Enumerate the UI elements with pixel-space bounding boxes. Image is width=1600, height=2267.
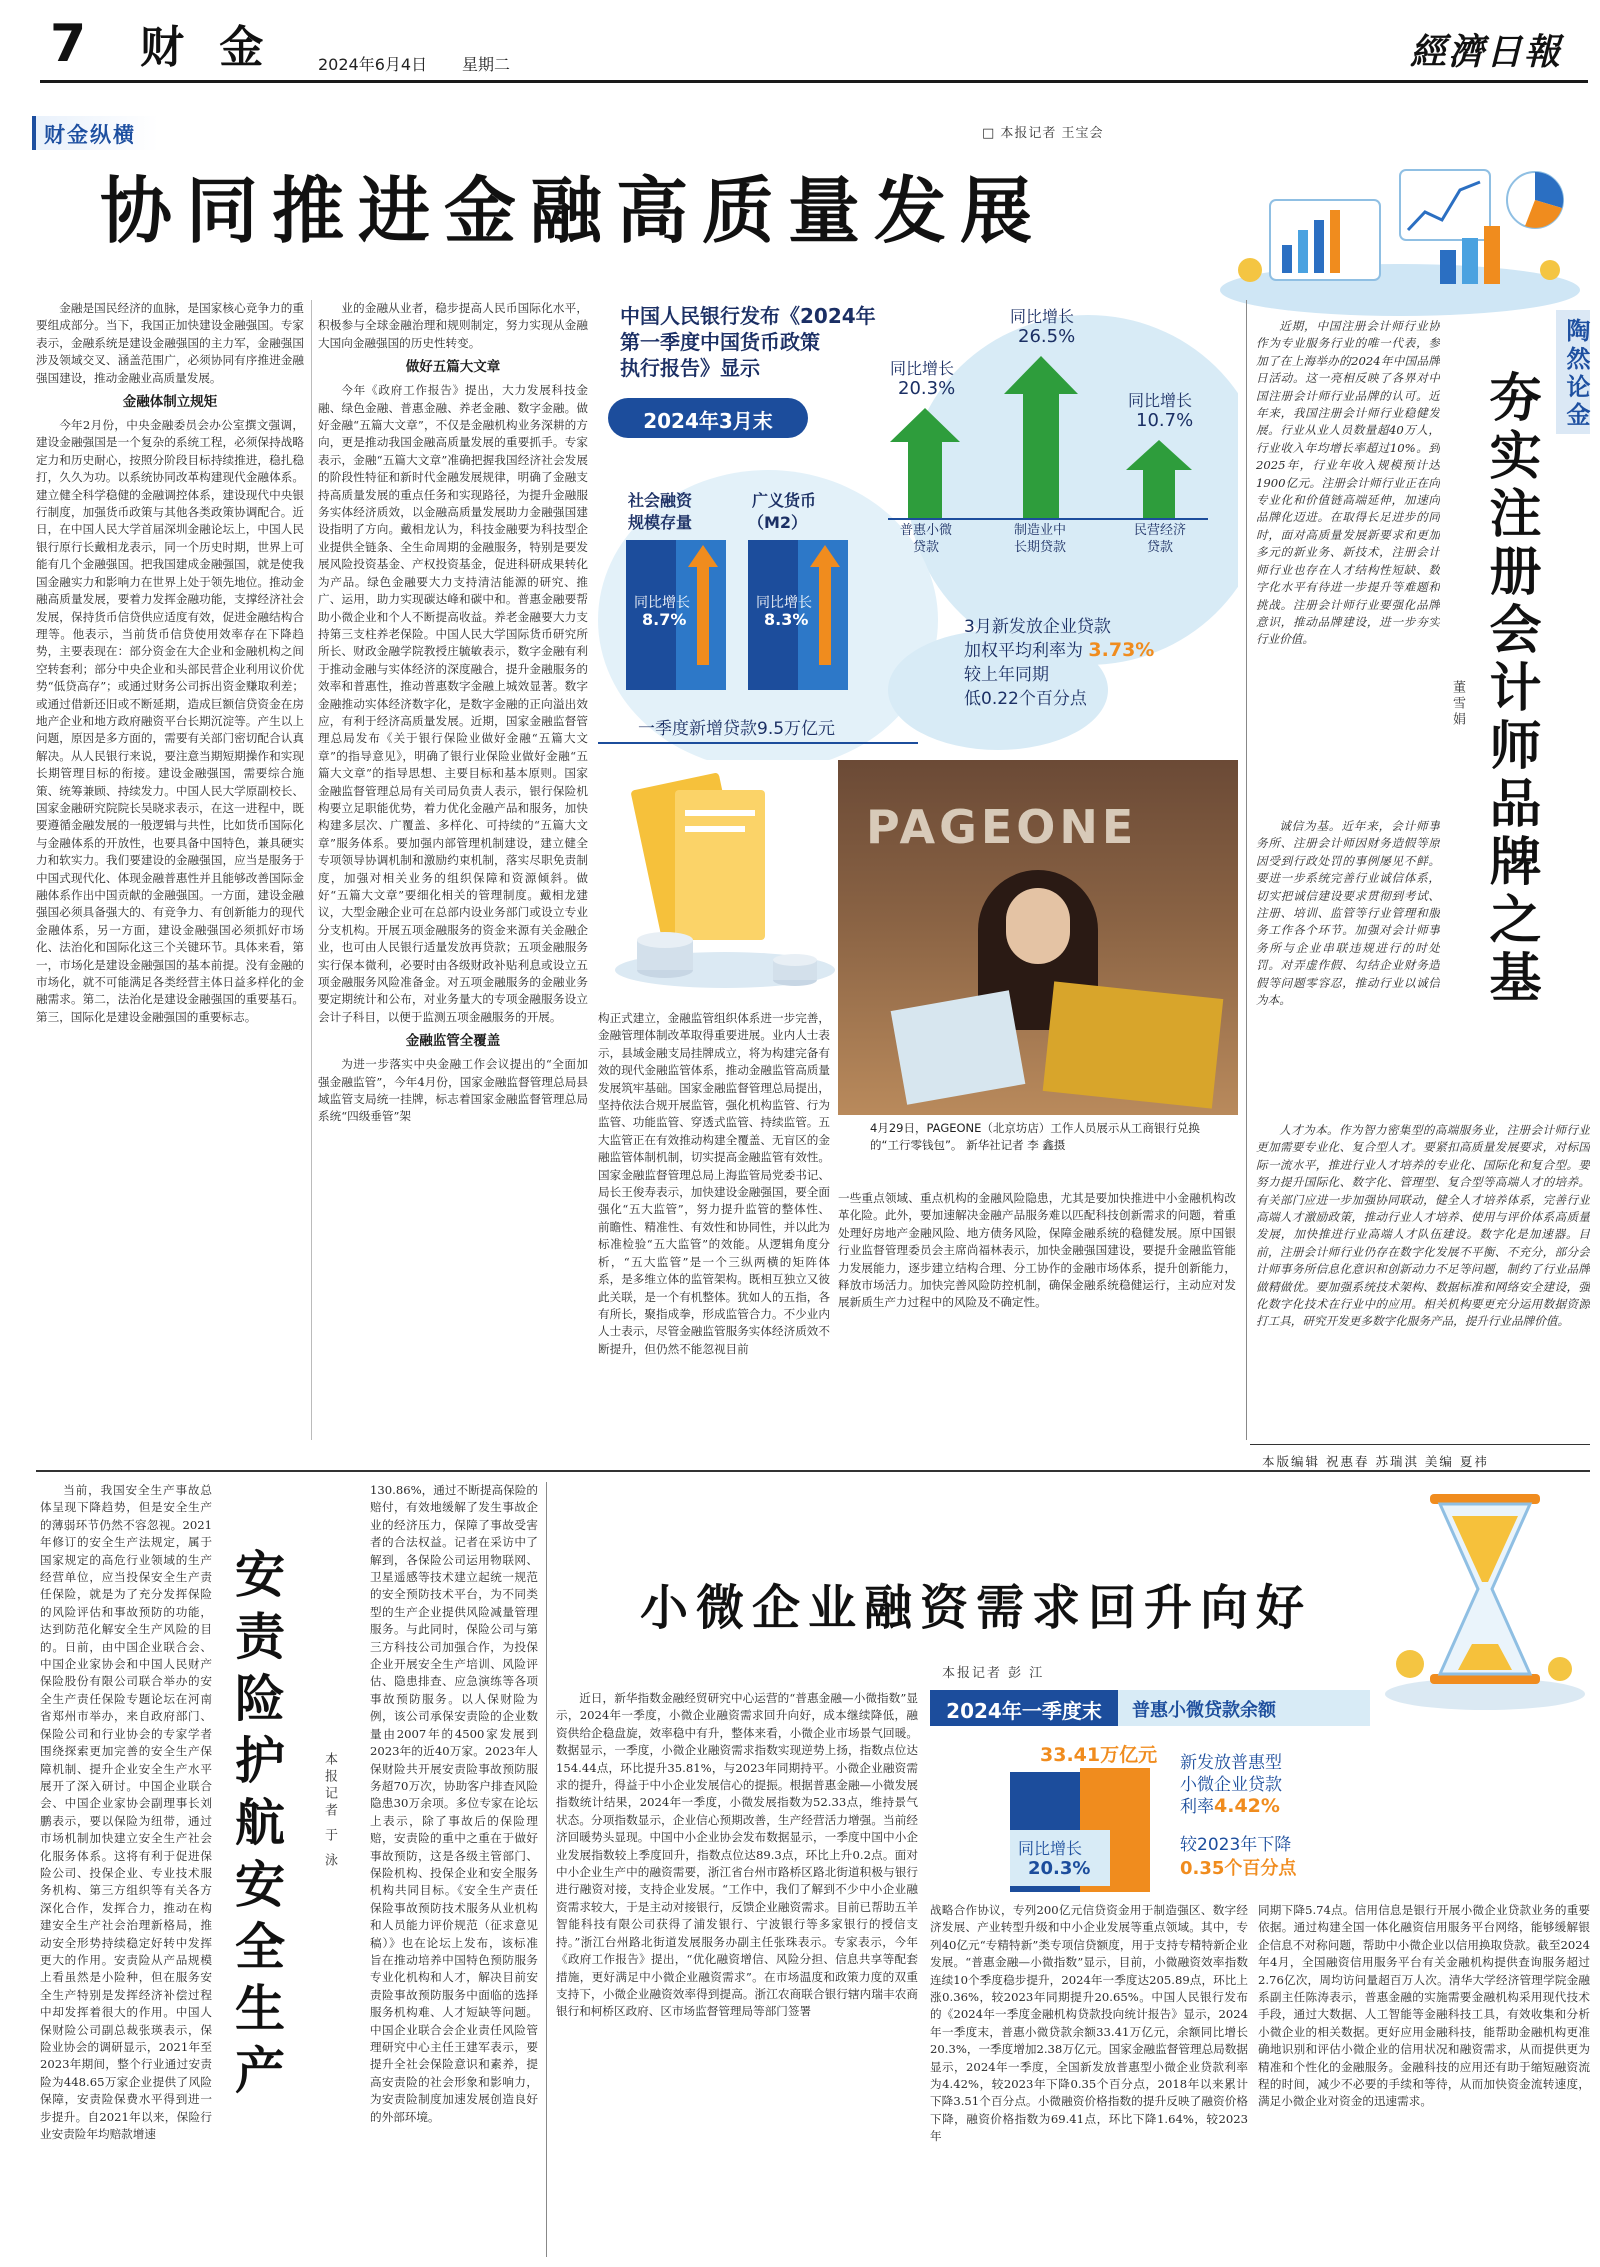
sme-col3	[1258, 1902, 1590, 2257]
main-col1-body: 今年2月份，中央金融委员会办公室撰文强调，建设金融强国是一个复杂的系统工程，必须保持战略定力和历史耐心，按照分阶段目标持续推进，稳扎稳打，久久为功。以系统协同改革构建现代金融体系。建立健全科学稳健的金融调控体系，建设现代中央银行制度，加强货币政策与其他各类政策协调配合。近日，在中国人民大学首届深圳金融论坛上，中国人民银行原行长戴相龙表示，同一个历史时期，世界上可能有几个金融强国。把我国建成金融强国，就是使我国金融实力和影响力在世界上处于领先地位。推动金融高质量发展，要着力发挥金融功能，支撑经济社会发展，保持货币信贷供应适度有效，促进金融结构合理等。他表示，当前货币信贷使用效率存在下降趋势，主要表现在：部分资金在大企业和金融机构之间空转套利；部分中央企业和头部民营企业利用议价优势“低贷高存”；或通过财务公司拆出资金赚取利差；或通过借新还旧或不断延期，造成巨额信贷资金在房地产企业和地方政府融资平台长期沉淀等。产生以上问题，原因是多方面的，需要有关部门密切配合认真解决。从人民银行来说，要注意当期短期操作和实现长期管理目标的衔接。建设金融强国，需要综合施策、统筹兼顾、持续发力。中国人民大学原副校长、国家金融研究院院长吴晓求表示，在这一进程中，既要遵循金融发展的一般逻辑与共性，比如货币国际化与金融体系的开放性，也要具备中国特色，兼具硬实力和软实力。我们要建设的金融强国，应当是服务于中国式现代化、体现金融普惠性并且能够改善国际金融体系作出中国贡献的金融强国。一方面，建设金融强国必须具备强大的、有竞争力、有创新能力的现代金融体系，另一方面，建设金融强国必须抓好市场化、法治化和国际化这三个关键环节。具体来看，第一，市场化是建设金融强国的基本前提。没有金融的市场化，就不可能满足各类经营主体日益多样化的金融需求。第二，法治化是建设金融强国的重要基石。第三，国际化是建设金融强国的重要标志。	[36, 418, 304, 1024]
news-photo	[838, 760, 1238, 1115]
main-col2-body: 今年《政府工作报告》提出，大力发展科技金融、绿色金融、普惠金融、养老金融、数字金融。做好金融“五篇大文章”，不仅是金融机构业务深耕的方向，更是推动我国金融高质量发展的重要抓手。专家表示，金融“五篇大文章”准确把握我国经济社会发展的阶段性特征和新时代金融发展规律，明确了金融支持高质量发展的重点任务和实现路径，为提升金融服务实体经济质效，以金融高质量发展助力金融强国建设指明了方向。戴相龙认为，科技金融要为科技型企业提供全链条、全生命周期的金融服务，特别是要发展风险投资基金、产权投资基金，促进科研成果转化为产品。绿色金融要大力支持清洁能源的研究、推广、运用，助力实现碳达峰和碳中和。普惠金融要帮助小微企业和个人不断提高收益。养老金融要大力支持第三支柱养老保险。中国人民大学国际货币研究所所长、财政金融学院教授庄毓敏表示，数字金融有利于推动金融与实体经济的深度融合，提升金融服务的效率和普惠性，推动普惠数字金融上城效显著。数字金融推动实体经济数字化，是数字金融的正向溢出效应，有利于经济高质量发展。近期，国家金融监督管理总局发布《关于银行保险业做好金融“五篇大文章”的指导意见》，明确了银行业保险业做好金融“五篇大文章”的指导思想、主要目标和基本原则。国家金融监督管理总局有关司局负责人表示，银行保险机构要立足职能优势，着力优化金融产品和服务，加快构建多层次、广覆盖、多样化、可持续的“五篇大文章”服务体系。要加强内部管理机制建设，建立健全专项领导协调机制和激励约束机制，落实尽职免责制度，加强对相关业务的组织保障和资源倾斜。做好“五篇大文章”要细化相关的管理制度。戴相龙建议，大型金融企业可在总部内设业务部门或设立专业分支机构。开展五项金融服务的资金来源有关金融企业，也可由人民银行适量发放再贷款；五项金融服务实行保本微利，必要时由各级财政补贴利息或设立五项金融服务风险准备金。对五项金融服务的金融业务要定期统计和公布，对业务量大的专项金融服务设立会计子科目，以便于监测五项金融服务的开展。	[318, 383, 588, 1024]
sme-col1	[556, 1690, 918, 2257]
main-lead: 金融是国民经济的血脉，是国家核心竞争力的重要组成部分。当下，我国正加快建设金融强国。专家表示，金融系统是建设金融强国的主力军，金融强国涉及领域交叉、涵盖范围广，必须协同有序推进金融强国建设，推动金融业高质量发展。	[36, 301, 304, 385]
section-title: 财 金	[140, 22, 274, 73]
subhead-supervision: 金融监管全覆盖	[405, 1033, 501, 1050]
issue-weekday: 星期二	[462, 55, 511, 74]
editors-credit: 本版编辑 祝惠春 苏瑞淇 美编 夏祎	[1262, 1454, 1489, 1469]
infographic-title-3: 执行报告》显示	[620, 356, 760, 380]
hourglass-illustration	[1380, 1484, 1590, 1714]
sme-rate-prefix: 利率	[1180, 1797, 1214, 1817]
sme-col3-body: 同期下降5.74点。信用信息是银行开展小微企业贷款业务的重要依据。通过构建全国一体化融资信用服务平台网络，能够缓解银企信息不对称问题，帮助中小微企业以信用换取贷款。截至2024年4月，全国融资信用服务平台有关金融机构提供查询服务超过2.76亿次，周均访问量超百万人次。清华大学经济管理学院金融系副主任陈涛表示，普惠金融的实施需要金融机构采用现代技术手段，通过大数据、人工智能等金融科技工具，有效收集和分析小微企业的相关数据。更好应用金融科技，能帮助金融机构更准确地识别和评估小微企业的信用状况和融资需求，从而提供更为精准和个性化的金融服务。金融科技的应用还有助于缩短融资流程的时间，减少不必要的手续和等待，从而加快资金流转速度，满足小微企业对资金的迅速需求。	[1258, 1903, 1590, 2109]
main-article-col4	[838, 1190, 1236, 1440]
chart-illustration	[1210, 130, 1590, 320]
sidebar-tag-label: 陶然论金	[1562, 318, 1590, 430]
sme-balance: 33.41万亿元	[1040, 1744, 1158, 1766]
arrow2-growth-a: 同比增长	[1010, 307, 1075, 326]
new-loans-underline	[598, 742, 918, 744]
sidebar-body-top: 近期，中国注册会计师行业协作为专业服务行业的唯一代表，参加了在上海举办的2024年中国品牌日活动。这一亮相反映了各界对中国注册会计师行业品牌的认可。近年来，我国注册会计师行业稳健发展。行业从业人员数量超40万人，行业收入年均增长率超过10%。到2025年，行业年收入规模预计达1900亿元。注册会计师行业正在向专业化和价值链高端延伸，加速向品牌化迈进。在取得长足进步的同时，面对高质量发展新要求和更加多元的新业务、新技术，注册会计师行业也存在人才结构性短缺、数字化水平有待进一步提升等难题和挑战。注册会计师行业要强化品牌意识，推动品牌建设，进一步夯实行业价值。	[1256, 319, 1440, 647]
arrows-baseline	[888, 518, 1208, 520]
main-col4-body: 一些重点领域、重点机构的金融风险隐患，尤其是要加快推进中小金融机构改革化险。此外，要加速解决金融产品服务难以匹配科技创新需求的问题，着重处理好房地产金融风险、地方债务风险，保障金融系统的稳健发展。原中国银行业监督管理委员会主席尚福林表示，加快金融强国建设，要提升金融监管能力发展能力，逐步建立结构合理、分工协作的金融市场体系，提升创新能力，释放市场活力。加快完善风险防控机制，确保金融系统稳健运行，主动应对发展新质生产力过程中的风险及不确定性。	[838, 1191, 1236, 1310]
sme-headline: 小微企业融资需求回升向好	[640, 1580, 1313, 1636]
sidebar-body-mid: 诚信为基。近年来，会计师事务所、注册会计师因财务造假等原因受到行政处罚的事例屡见不鲜。要进一步系统完善行业诚信体系，切实把诚信建设要求贯彻到考试、注册、培训、监管等行业管理和服务工作各个环节。加强对会计师事务所与企业串联违规进行的时处罚。对弄虚作假、勾结企业财务造假等问题零容忍，推动行业以诚信为本。	[1256, 819, 1440, 1008]
bar2-arrow	[810, 545, 840, 665]
insurance-headline: 安责险护航安全生产	[227, 1548, 286, 2106]
arrow1-green	[890, 408, 960, 518]
main-col3-body: 构正式建立，金融监管组织体系进一步完善，金融管理体制改革取得重要进展。业内人士表示，县域金融支局挂牌成立，将为构建完备有效的现代金融监管体系，推动金融监管高质量发展筑牢基础。国家金融监督管理总局提出，坚持依法合规开展监管，强化机构监管、行为监管、功能监管、穿透式监管、持续监管。五大监管正在有效推动构建全覆盖、无盲区的金融监管体制机制，切实提高金融监管有效性。国家金融监督管理总局上海监管局党委书记、局长王俊寿表示，加快建设金融强国，要全面强化“五大监管”，努力提升监管的整体性、前瞻性、精准性、有效性和协同性，并以此为标准检验“五大监管”的效能。从逻辑角度分析，“五大监管”是一个三纵两横的矩阵体系，是多维立体的监管架构。既相互独立又彼此关联，是一个有机整体。犹如人的五指，各有所长，聚指成拳，形成监管合力。不少业内人士表示，尽管金融监管服务实体经济质效不断提升，但仍然不能忽视目前	[598, 1011, 830, 1356]
pboc-infographic	[598, 290, 1238, 760]
arrow3-green	[1126, 440, 1192, 518]
bar2-label-a: 广义货币	[752, 491, 817, 510]
masthead-logo: 經濟日報	[1410, 31, 1563, 73]
bar1-label-b: 规模存量	[628, 513, 693, 532]
page-number: 7	[50, 14, 87, 74]
insurance-col2-body: 130.86%，通过不断提高保险的赔付，有效地缓解了发生事故企业的经济压力，保障了事故受害者的合法权益。记者在采访中了解到，各保险公司运用物联网、卫星遥感等技术建立起统一规范的安全预防技术平台，为不同类型的生产企业提供风险减量管理服务。与此同时，保险公司与第三方科技公司加强合作，为投保企业开展安全生产培训、风险评估、隐患排查、应急演练等各项事故预防服务。以人保财险为例，该公司承保安责险的企业数量由2007年的4500家发展到2023年的近40万家。2023年人保财险共开展安责险事故预防服务超70万次，协助客户排查风险隐患30万余项。多位专家在论坛上表示，除了事故后的保险理赔，安责险的重中之重在于做好事故预防，这是各级主管部门、保险机构、投保企业和安全服务机构共同目标。《安全生产责任保险事故预防技术服务从业机构和人员能力评价规范（征求意见稿）》也在论坛上发布，该标准旨在推动培养中国特色预防服务专业化机构和人才，解决目前安责险事故预防服务中面临的选择服务机构难、人才短缺等问题。中国企业联合会企业责任风险管理研究中心主任王建军表示，要提升全社会保险意识和素养，提高安责险的社会形象和影响力，为安责险制度加速发展创造良好的外部环境。	[370, 1483, 538, 2124]
column-tag	[32, 116, 158, 150]
rate-line1: 3月新发放企业贷款	[964, 617, 1111, 637]
sidebar-divider	[1246, 300, 1247, 1440]
editors-rule	[1250, 1444, 1590, 1445]
sme-col2	[930, 1902, 1248, 2257]
main-article-col1	[36, 300, 304, 1442]
sme-rate-line2: 小微企业贷款	[1180, 1775, 1282, 1795]
page-header	[0, 0, 1600, 92]
arrow2-green	[1004, 356, 1078, 518]
main-col2-body2: 为进一步落实中央金融工作会议提出的“全面加强金融监管”，今年4月份，国家金融监督管理总局县域监管支局统一挂牌，标志着国家金融监督管理总局系统“四级垂管”架	[318, 1057, 588, 1124]
photo-card	[891, 990, 1026, 1104]
main-article-col2	[318, 300, 588, 1442]
issue-date: 2024年6月4日	[318, 55, 428, 74]
arrow3-growth-a: 同比增长	[1128, 391, 1193, 410]
period-badge	[608, 398, 808, 438]
sme-growth-a: 同比增长	[1018, 1839, 1083, 1858]
subhead-five-articles: 做好五篇大文章	[405, 359, 501, 376]
sidebar-col-bottom	[1256, 1122, 1590, 1422]
arrow1-name: 普惠小微贷款	[899, 523, 952, 555]
arrow1-growth-b: 20.3%	[898, 378, 956, 399]
main-col2-top: 业的金融从业者，稳步提高人民币国际化水平，积极参与全球金融治理和规则制定，努力实现从金融大国向金融强国的历史性转变。	[318, 301, 588, 350]
insurance-col1-body: 当前，我国安全生产事故总体呈现下降趋势，但是安全生产的薄弱环节仍然不容忽视。2021年修订的安全生产法规定，属于国家规定的高危行业领域的生产经营单位，应当投保安全生产责任保险，就是为了充分发挥保险的风险评估和事故预防的功能，达到防范化解安全生产风险的目的。日前，由中国企业联合会、中国企业家协会和中国人民财产保险股份有限公司联合举办的安全生产责任保险专题论坛在河南省郑州市举办，来自政府部门、保险公司和行业协会的专家学者围绕探索更加完善的安全生产保障机制、提升企业安全生产水平展开了深入研讨。中国企业联合会、中国企业家协会副理事长刘鹏表示，要以保险为纽带，通过市场机制加快建立安全生产社会化服务体系。这将有利于促进保险公司、投保企业、专业技术服务机构、第三方组织等有关各方深化合作，发挥合力，推动在构建安全生产社会治理新格局，推动安全形势持续稳定好转中发挥更大的作用。安责险从产品规模上看虽然是小险种，但在服务安全生产特别是发挥经济补偿过程中却发挥着很大的作用。中国人保财险公司副总裁张瑛表示，保险业协会的调研显示，2021年至2023年期间，整个行业通过安责险为448.65万家企业提供了风险保障，安责险保费水平得到进一步提升。自2021年以来，保险行业安责险年均赔款增速	[40, 1483, 212, 2142]
sidebar-col-top	[1256, 318, 1440, 818]
sidebar-headline: 夯实注册会计师品牌之基	[1480, 370, 1540, 1008]
arrow2-growth-b: 26.5%	[1018, 326, 1076, 347]
insurance-col2	[370, 1482, 538, 2257]
section-rule	[36, 1470, 1590, 1472]
bar1-growth-a: 同比增长	[634, 595, 690, 611]
sme-growth-b: 20.3%	[1028, 1858, 1091, 1879]
main-byline: □ 本报记者 王宝会	[982, 126, 1104, 141]
infographic-title-1: 中国人民银行发布《2024年	[620, 304, 876, 328]
sme-rate-line1: 新发放普惠型	[1180, 1753, 1282, 1773]
photo-sign: PAGEONE	[866, 800, 1138, 854]
sme-decline-value: 0.35个百分点	[1180, 1858, 1297, 1879]
sidebar-col-mid	[1256, 818, 1440, 1118]
sme-period-badge	[930, 1690, 1118, 1726]
sme-byline: 本报记者 彭 江	[942, 1666, 1045, 1681]
bar2-label-b: （M2）	[748, 513, 808, 532]
sidebar-author: 董雪娟	[1450, 680, 1465, 728]
column-tag-label: 财金纵横	[44, 123, 136, 147]
period-label: 2024年3月末	[643, 409, 773, 433]
subhead-regulation: 金融体制立规矩	[122, 394, 218, 411]
photo-face	[1006, 888, 1070, 964]
sidebar-tag	[1556, 310, 1590, 434]
sme-decline-line1: 较2023年下降	[1180, 1835, 1292, 1855]
sme-col2-body: 战略合作协议，专列200亿元信贷资金用于制造强区、数字经济发展、产业转型升级和中小企业发展等重点领域。其中，专列40亿元“专精特新”类专项信贷额度，用于支持专精特新企业发展。“普惠金融—小微指数”显示，目前，小微融资效率指数连续10个季度稳步提升，2024年一季度达205.89点，环比上涨0.36%，较2023年同期提升20.65%。中国人民银行发布的《2024年一季度金融机构贷款投向统计报告》显示，2024年一季度末，普惠小微贷款余额33.41万亿元，余额同比增长20.3%，一季度增加2.38万亿元。国家金融监督管理总局数据显示，2024年一季度，全国新发放普惠型小微企业贷款利率为4.42%，较2023年下降0.35个百分点，2018年以来累计下降3.51个百分点。小微融资价格指数的提升反映了融资价格下降，融资价格指数为69.41点，环比下降1.64%，较2023年	[930, 1903, 1248, 2144]
sme-rate-value: 4.42%	[1214, 1795, 1280, 1817]
rate-line2	[964, 636, 1154, 661]
sme-rate-line3	[1180, 1792, 1280, 1817]
folders-illustration	[605, 770, 835, 1010]
arrow3-name: 民营经济贷款	[1133, 523, 1186, 555]
bar2-growth-a: 同比增长	[756, 595, 812, 611]
insurance-col1	[40, 1482, 212, 2257]
bar1-growth-b: 8.7%	[642, 610, 687, 629]
sme-period-label: 2024年一季度末	[946, 1699, 1102, 1723]
insurance-divider	[546, 1482, 547, 2257]
sidebar-body-bottom: 人才为本。作为智力密集型的高端服务业，注册会计师行业更加需要专业化、复合型人才。要紧扣高质量发展要求，对标国际一流水平，推进行业人才培养的专业化、国际化和复合型。要努力提升国际化、数字化、管理型、复合型等高端人才的培养。有关部门应进一步加强协同联动，健全人才培养体系，完善行业高端人才激励政策，推动行业人才培养、使用与评价体系高质量发展，加快推进行业高端人才队伍建设。数字化是加速器。目前，注册会计师行业仍存在数字化发展不平衡、不充分，部分会计师事务所信息化意识和创新动力不足等问题，制约了行业品牌做精做优。要加强系统技术架构、数据标准和网络安全建设，强化数字化技术在行业中的应用。相关机构要更充分运用数据资源打工具，研究开发更多数字化服务产品，提升行业品牌价值。	[1256, 1123, 1590, 1329]
arrow1-growth-a: 同比增长	[890, 359, 955, 378]
rate-value: 3.73%	[1088, 639, 1155, 661]
header-rule	[40, 80, 1588, 83]
arrow3-growth-b: 10.7%	[1136, 410, 1194, 431]
bar2-growth-b: 8.3%	[764, 610, 809, 629]
rate-line4: 低0.22个百分点	[964, 689, 1087, 709]
bar1-arrow	[688, 545, 718, 665]
new-loans-total: 一季度新增贷款9.5万亿元	[638, 719, 836, 739]
sme-title-label: 普惠小微贷款余额	[1132, 1700, 1276, 1721]
infographic-title-2: 第一季度中国货币政策	[620, 330, 820, 354]
insurance-byline: 本报记者 于 泳	[322, 1752, 337, 1871]
sme-col1-body: 近日，新华指数金融经贸研究中心运营的“普惠金融—小微指数”显示，2024年一季度，小微企业融资需求回升向好，成本继续降低，融资供给企稳盘旋，效率稳中有升，整体来看，小微企业市场景气回暖。数据显示，一季度，小微企业融资需求指数实现逆势上扬，指数点位达154.44点，环比提升35.81%，与2023年同期持平。小微企业融资需求的提升，得益于中小企业发展信心的提振。根据普惠金融—小微发展指数统计结果，2024年一季度，小微发展指数为52.33点，维持景气状态。分项指数显示，企业信心预期改善，生产经营活力增强。当前经济回暖势头显现。中国中小企业协会发布数据显示，一季度中国中小企业发展指数较上季度回升，指数点位达89.3点，环比上升0.2点。面对中小企业生产中的融资需要，浙江省台州市路桥区路北街道积极与银行进行融资对接，支持企业发展。“工作中，我们了解到不少中小企业融资需求较大，于是主动对接银行，反馈企业融资需求。目前已帮助五羊智能科技有限公司获得了浦发银行、宁波银行等多家银行的授信支持。”浙江台州路北街道发展服务办副主任张珠表示。专家表示，今年《政府工作报告》提出，“优化融资增信、风险分担、信息共享等配套措施，更好满足中小微企业融资需求”。在市场温度和政策力度的双重支持下，小微企业融资效率得到提高。浙江农商联合银行辖内瑞丰农商银行和柯桥区政府、区市场监督管理局等部门签署	[556, 1691, 918, 2019]
col-divider	[311, 300, 312, 1440]
bar1-label-a: 社会融资	[628, 491, 693, 510]
main-headline: 协同推进金融高质量发展	[100, 168, 1047, 253]
rate-line3: 较上年同期	[964, 665, 1049, 685]
rate-line2-text: 加权平均利率为	[964, 641, 1089, 661]
arrow2-name: 制造业中长期贷款	[1013, 523, 1066, 555]
photo-red-envelope	[1043, 981, 1224, 1108]
sme-title-badge	[1118, 1690, 1370, 1726]
photo-caption: 4月29日，PAGEONE（北京坊店）工作人员展示从工商银行兑换的“工行零钱包”。 新华社记者 李 鑫摄	[870, 1121, 1200, 1152]
sme-infographic	[930, 1690, 1370, 1895]
main-article-col3	[598, 1010, 830, 1440]
